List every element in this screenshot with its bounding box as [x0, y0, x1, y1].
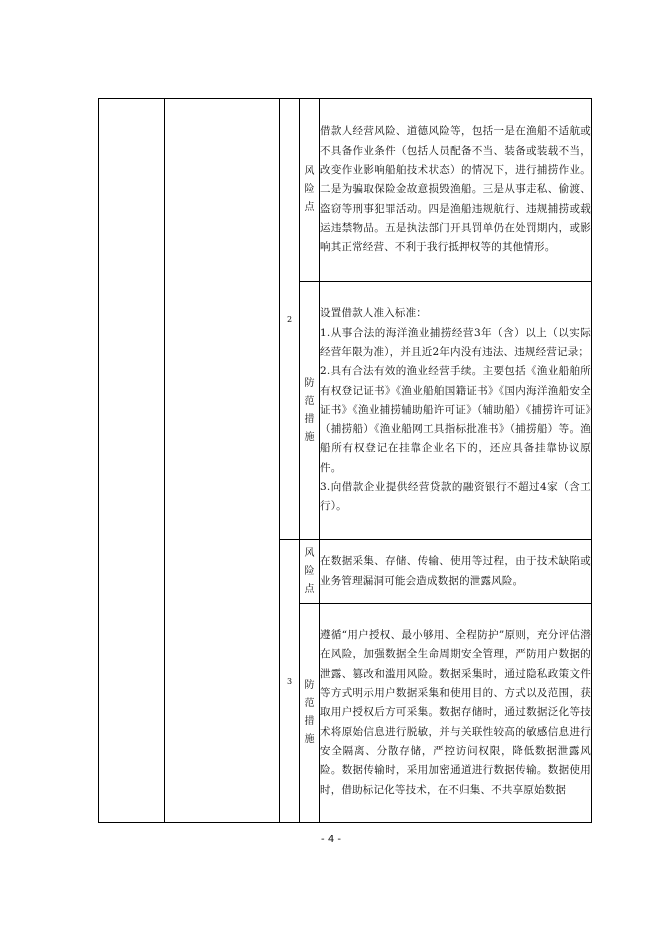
- risk-table: [98, 98, 592, 823]
- paragraph: 3.向借款企业提供经营贷款的融资银行不超过4家（含工行）。: [320, 481, 591, 513]
- paragraph: 2.具有合法有效的渔业经营手续。主要包括《渔业船舶所有权登记证书》《渔业船舶国籍证书》《国内海洋渔船安全证书》《渔业捕捞辅助船许可证》（辅助船）《捕捞许可证》（捕捞船）《渔业船网工具指标批准书》（捕捞船）等。渔船所有权登记在挂靠企业名下的，还应具备挂靠协议原件。: [320, 365, 591, 474]
- paragraph: 1.从事合法的海洋渔业捕捞经营3年（含）以上（以实际经营年限为准），并且近2年内没有违法、违规经营记录；: [320, 326, 591, 358]
- subcategory-cell: [165, 99, 280, 823]
- paragraph: 借款人经营风险、道德风险等，包括一是在渔船不适航或不具备作业条件（包括人员配备不当、装备或装载不当，改变作业影响船舶技术状态）的情况下，进行捕捞作业。二是为骗取保险金故意损毁渔船。三是从事走私、偷渡、盗窃等刑事犯罪活动。四是渔船违规航行、违规捕捞或载运违禁物品。五是执法部门开具罚单仍在处罚期内，或影响其正常经营、不利于我行抵押权等的其他情形。: [320, 125, 591, 254]
- row-content: [320, 282, 592, 540]
- paragraph: 在数据采集、存储、传输、使用等过程，由于技术缺陷或业务管理漏洞可能会造成数据的泄露风险。: [320, 555, 591, 587]
- row-label: 风 险 点: [300, 540, 320, 604]
- page-number: - 4 -: [321, 834, 341, 845]
- category-cell: [99, 99, 165, 823]
- row-label: 防 范 措 施: [300, 282, 320, 540]
- paragraph: 遵循“用户授权、最小够用、全程防护”原则，充分评估潜在风险，加强数据全生命周期安全管理，严防用户数据的泄露、篡改和滥用风险。数据采集时，通过隐私政策文件等方式明示用户数据采集和使用目的、方式以及范围，获取用户授权后方可采集。数据存储时，通过数据泛化等技术将原始信息进行脱敏，并与关联性较高的敏感信息进行安全隔离、分散存储，严控访问权限，降低数据泄露风险。数据传输时，采用加密通道进行数据传输。数据使用时，借助标记化等技术，在不归集、不共享原始数据: [320, 629, 591, 796]
- row-label: 防 范 措 施: [300, 604, 320, 823]
- paragraph: 设置借款人准入标准：: [320, 307, 427, 320]
- row-content: [320, 99, 592, 282]
- item-number: 2: [280, 99, 300, 540]
- row-content: [320, 604, 592, 823]
- table-row: [99, 99, 592, 282]
- row-label: 风 险 点: [300, 99, 320, 282]
- item-number: 3: [280, 540, 300, 823]
- row-content: [320, 540, 592, 604]
